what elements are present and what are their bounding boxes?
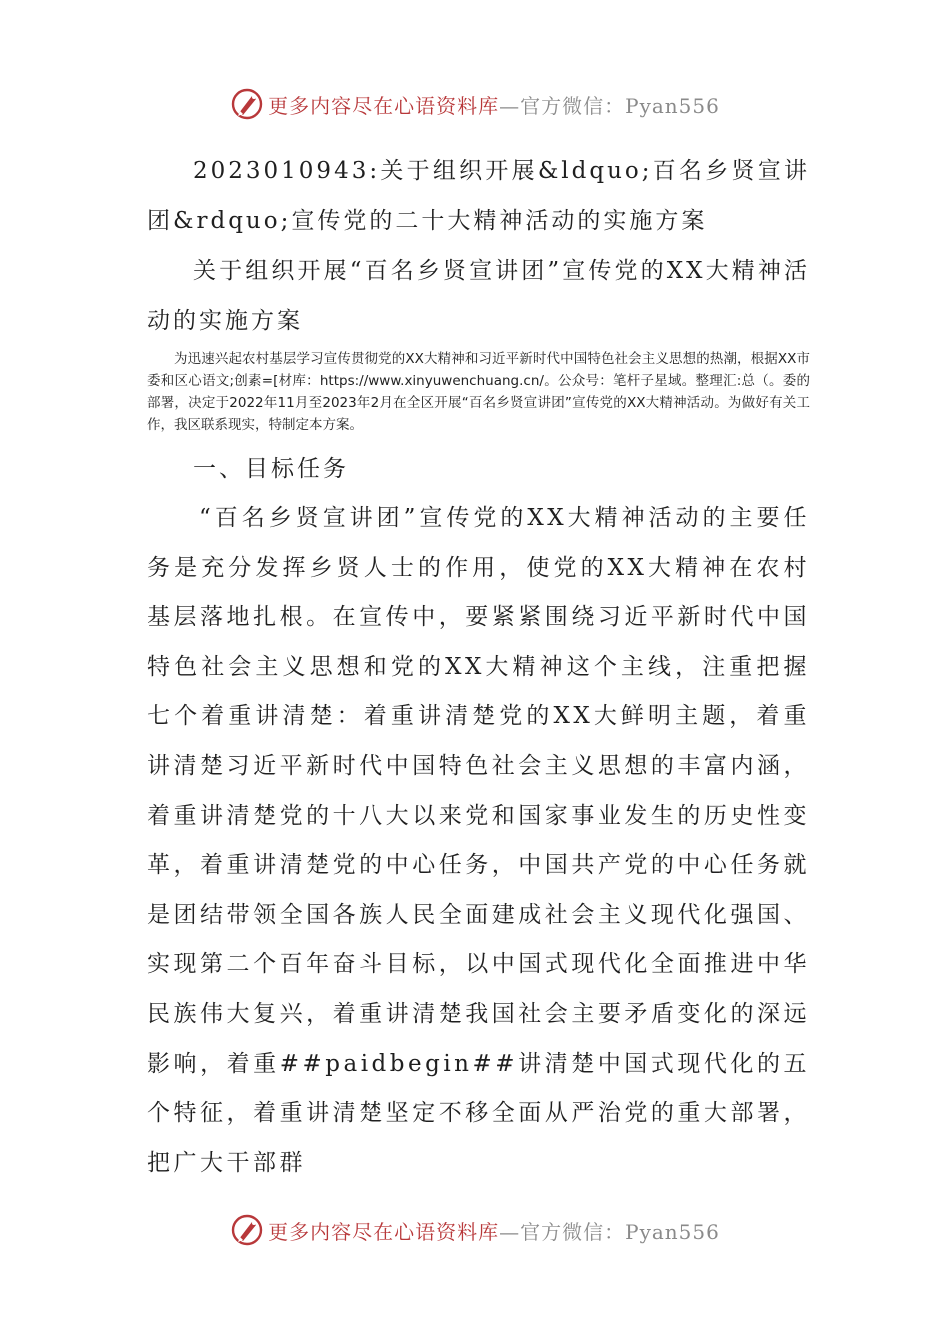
watermark-wechat-id: Pyan556 (625, 1219, 720, 1244)
watermark-gray-text: —官方微信： (499, 1219, 626, 1244)
intro-paragraph: 为迅速兴起农村基层学习宣传贯彻党的XX大精神和习近平新时代中国特色社会主义思想的热潮，根据XX市委和区心语文;创素=[材库：https://www.xinyuwenchuang.cn/。公众号：笔杆子星域。整理汇:总（。委的部署，决定于2022年11月至2023年2月在全区开展“百名乡贤宣讲团”宣传党的XX大精神活动。为做好有关工作，我区联系现实，特制定本方案。 (147, 351, 810, 433)
watermark-banner-bottom (0, 1210, 950, 1250)
document-title: 2023010943:关于组织开展&ldquo;百名乡贤宣讲团&rdquo;宣传党的二十大精神活动的实施方案 (147, 158, 810, 234)
watermark-gray-text: —官方微信： (499, 93, 626, 118)
document-subtitle: 关于组织开展“百名乡贤宣讲团”宣传党的XX大精神活动的实施方案 (147, 258, 810, 334)
watermark-banner-top (0, 84, 950, 124)
watermark-wechat-id: Pyan556 (625, 93, 720, 118)
watermark-text (268, 90, 720, 119)
document-body (147, 146, 810, 1188)
pen-circle-logo-icon (230, 1213, 264, 1247)
pen-circle-logo-icon (230, 87, 264, 121)
watermark-red-text: 更多内容尽在心语资料库 (268, 93, 500, 118)
body-paragraph: “百名乡贤宣讲团”宣传党的XX大精神活动的主要任务是充分发挥乡贤人士的作用，使党的XX大精神在农村基层落地扎根。在宣传中，要紧紧围绕习近平新时代中国特色社会主义思想和党的XX大精神这个主线，注重把握七个着重讲清楚：着重讲清楚党的XX大鲜明主题，着重讲清楚习近平新时代中国特色社会主义思想的丰富内涵，着重讲清楚党的十八大以来党和国家事业发生的历史性变革，着重讲清楚党的中心任务，中国共产党的中心任务就是团结带领全国各族人民全面建成社会主义现代化强国、实现第二个百年奋斗目标，以中国式现代化全面推进中华民族伟大复兴，着重讲清楚我国社会主要矛盾变化的深远影响，着重##paidbegin##讲清楚中国式现代化的五个特征，着重讲清楚坚定不移全面从严治党的重大部署，把广大干部群 (147, 505, 810, 1176)
watermark-text (268, 1216, 720, 1245)
section-heading: 一、目标任务 (193, 456, 349, 482)
watermark-red-text: 更多内容尽在心语资料库 (268, 1219, 500, 1244)
